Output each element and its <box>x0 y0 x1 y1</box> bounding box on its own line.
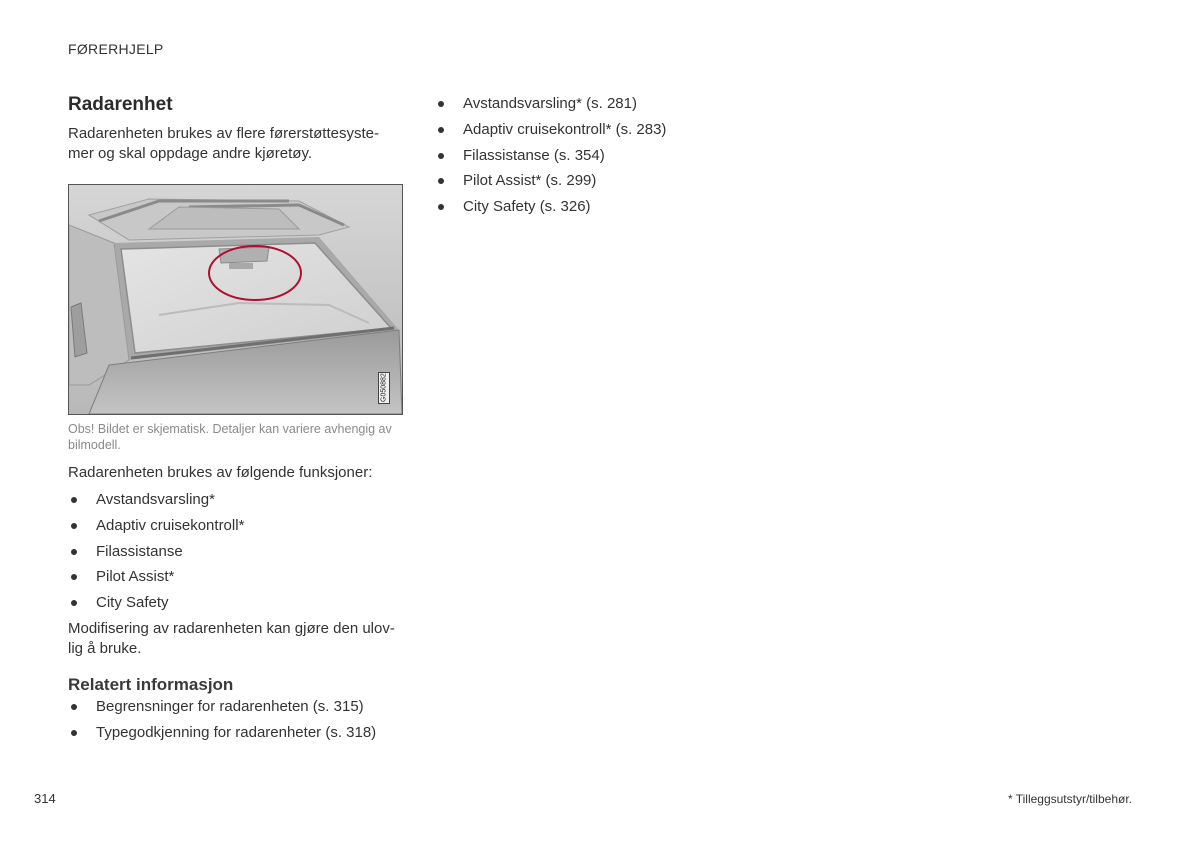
functions-list <box>68 490 403 613</box>
reference-link[interactable]: City Safety (s. 326) <box>435 197 765 217</box>
related-link[interactable]: Typegodkjenning for radarenheter (s. 318) <box>68 723 403 743</box>
reference-list <box>435 94 765 217</box>
list-item: Pilot Assist* <box>68 567 403 587</box>
reference-link[interactable]: Pilot Assist* (s. 299) <box>435 171 765 191</box>
list-item: Avstandsvarsling* <box>68 490 403 510</box>
list-item: City Safety <box>68 593 403 613</box>
related-list <box>68 697 403 743</box>
related-heading: Relatert informasjon <box>68 674 234 694</box>
figure-code: G050882 <box>378 372 390 404</box>
reference-link[interactable]: Adaptiv cruisekontroll* (s. 283) <box>435 120 765 140</box>
left-column <box>68 94 403 749</box>
list-item: Adaptiv cruisekontroll* <box>68 516 403 536</box>
modification-note: Modifisering av radarenheten kan gjøre den ulov- lig å bruke. <box>68 619 395 657</box>
functions-intro: Radarenheten brukes av følgende funksjoner: <box>68 464 373 481</box>
section-header: FØRERHJELP <box>68 41 164 57</box>
page-number: 314 <box>34 791 56 806</box>
right-column <box>435 94 765 223</box>
figure-caption: Obs! Bildet er skjematisk. Detaljer kan variere avhengig av bilmodell. <box>68 422 392 452</box>
list-item: Filassistanse <box>68 542 403 562</box>
related-link[interactable]: Begrensninger for radarenheten (s. 315) <box>68 697 403 717</box>
reference-link[interactable]: Avstandsvarsling* (s. 281) <box>435 94 765 114</box>
car-windshield-graphic <box>69 185 402 414</box>
windshield-radar-illustration <box>68 184 403 415</box>
reference-link[interactable]: Filassistanse (s. 354) <box>435 146 765 166</box>
page-title: Radarenhet <box>68 94 173 115</box>
footnote: * Tilleggsutstyr/tilbehør. <box>1007 792 1132 806</box>
intro-text: Radarenheten brukes av flere førerstøttesyste- mer og skal oppdage andre kjøretøy. <box>68 125 379 162</box>
